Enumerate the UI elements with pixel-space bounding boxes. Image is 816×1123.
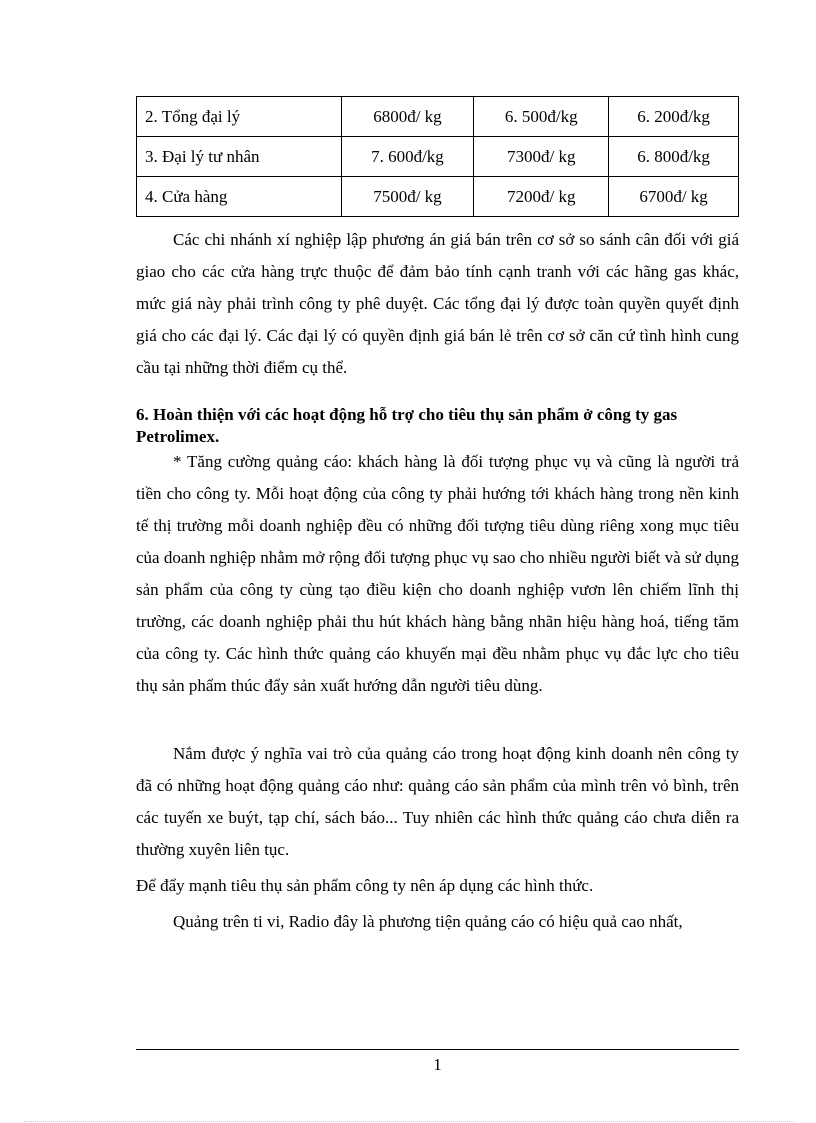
table-cell: 7300đ/ kg xyxy=(474,137,609,177)
page-number: 1 xyxy=(433,1055,442,1074)
table-row xyxy=(137,137,739,177)
paragraph-promote: Để đẩy mạnh tiêu thụ sản phẩm công ty nên áp dụng các hình thức. xyxy=(136,876,594,895)
footer-divider xyxy=(136,1049,739,1050)
paragraph-tv-radio: Quảng trên ti vi, Radio đây là phương tiện quảng cáo có hiệu quả cao nhất, xyxy=(173,912,683,931)
paragraph-advertising: * Tăng cường quảng cáo: khách hàng là đối tượng phục vụ và cũng là người trả tiền cho công ty. Mỗi hoạt động của công ty phải hướng tới khách hàng trong nền kinh tế thị trường mỗi doanh nghiệp đều có những đối tượng tiêu dùng riêng xong mục tiêu của doanh nghiệp nhằm mở rộng đối tượng phục vụ sao cho nhiều người biết và sử dụng sản phẩm của công ty cùng tạo điều kiện cho doanh nghiệp vươn lên chiếm lĩnh thị trường, các doanh nghiệp phải thu hút khách hàng bằng nhãn hiệu hàng hoá, tiếng tăm của công ty. Các hình thức quảng cáo khuyến mại đều nhằm phục vụ đắc lực cho tiêu thụ sản phẩm thúc đẩy sản xuất hướng dẫn người tiêu dùng. xyxy=(136,452,739,695)
table-cell: 6. 500đ/kg xyxy=(474,97,609,137)
table-cell: 6700đ/ kg xyxy=(609,177,739,217)
table-row xyxy=(137,97,739,137)
table-row xyxy=(137,177,739,217)
table-cell: 6800đ/ kg xyxy=(341,97,474,137)
table-cell: 6. 200đ/kg xyxy=(609,97,739,137)
table-cell: 2. Tổng đại lý xyxy=(137,97,342,137)
section-heading: 6. Hoàn thiện với các hoạt động hỗ trợ cho tiêu thụ sản phẩm ở công ty gas Petrolimex. xyxy=(136,405,678,446)
page-edge-divider xyxy=(24,1121,794,1122)
table-cell: 4. Cửa hàng xyxy=(137,177,342,217)
paragraph-ad-activities: Nắm được ý nghĩa vai trò của quảng cáo trong hoạt động kinh doanh nên công ty đã có những hoạt động quảng cáo như: quảng cáo sản phẩm của mình trên vỏ bình, trên các tuyến xe buýt, tạp chí, sách báo... Tuy nhiên các hình thức quảng cáo chưa diễn ra thường xuyên liên tục. xyxy=(136,744,739,859)
table-cell: 7. 600đ/kg xyxy=(341,137,474,177)
table-cell: 7200đ/ kg xyxy=(474,177,609,217)
table-cell: 3. Đại lý tư nhân xyxy=(137,137,342,177)
price-table xyxy=(136,96,739,217)
paragraph-pricing: Các chi nhánh xí nghiệp lập phương án giá bán trên cơ sở so sánh cân đối với giá giao cho các cửa hàng trực thuộc để đảm bảo tính cạnh tranh với các hãng gas khác, mức giá này phải trình công ty phê duyệt. Các tổng đại lý được toàn quyền quyết định giá cho các đại lý. Các đại lý có quyền định giá bán lẻ trên cơ sở căn cứ tình hình cung cầu tại những thời điểm cụ thể. xyxy=(136,230,739,377)
table-cell: 6. 800đ/kg xyxy=(609,137,739,177)
table-cell: 7500đ/ kg xyxy=(341,177,474,217)
